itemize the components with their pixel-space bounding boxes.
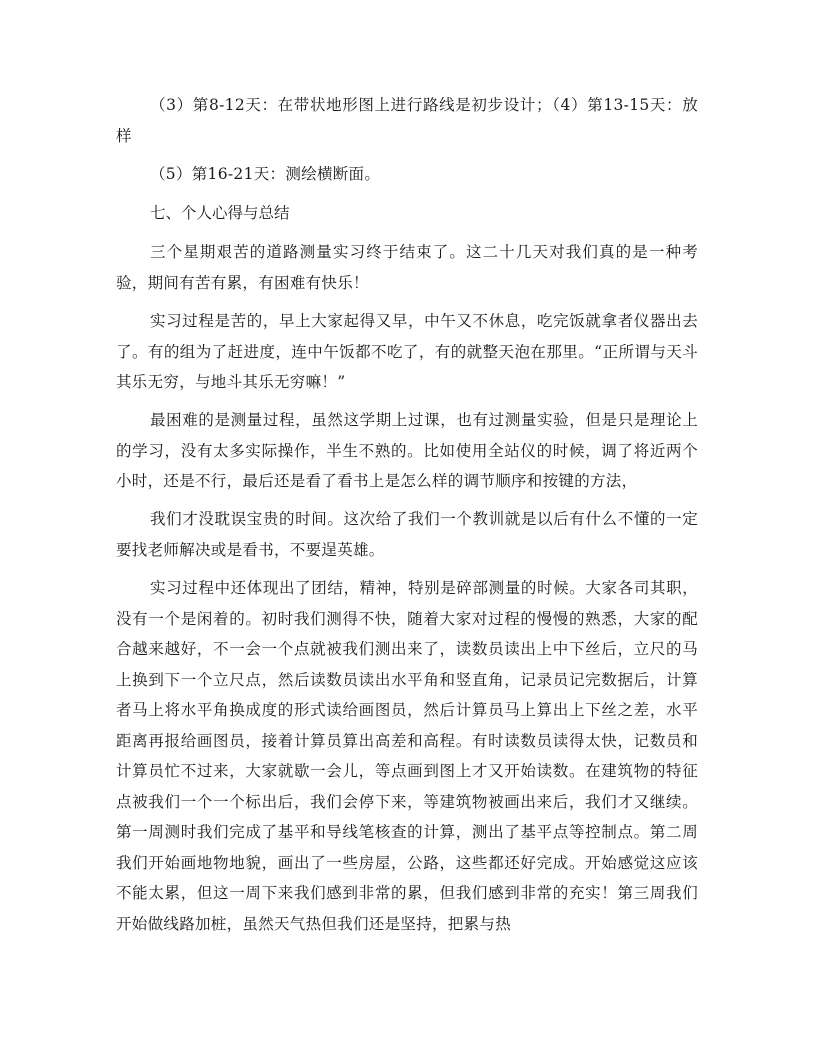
- paragraph-lesson: 我们才没耽误宝贵的时间。这次给了我们一个教训就是以后有什么不懂的一定要找老师解决或是看书，不要逞英雄。: [116, 510, 698, 559]
- paragraph-hardship: 实习过程是苦的，早上大家起得又早，中午又不休息，吃完饭就拿者仪器出去了。有的组为了赶进度，连中午饭都不吃了，有的就整天泡在那里。“正所谓与天斗其乐无穷，与地斗其乐无穷嘛！”: [116, 312, 698, 391]
- paragraph-teamwork: 实习过程中还体现出了团结，精神，特别是碎部测量的时候。大家各司其职，没有一个是闲着的。初时我们测得不快，随着大家对过程的慢慢的熟悉，大家的配合越来越好，不一会一个点就被我们测出来了，读数员读出上中下丝后，立尺的马上换到下一个立尺点，然后读数员读出水平角和竖直角，记录员记完数据后，计算者马上将水平角换成度的形式读给画图员，然后计算员马上算出上下丝之差，水平距离再报给画图员，接着计算员算出高差和高程。有时读数员读得太快，记数员和计算员忙不过来，大家就歇一会儿，等点画到图上才又开始读数。在建筑物的特征点被我们一个一个标出后，我们会停下来，等建筑物被画出来后，我们才又继续。第一周测时我们完成了基平和导线笔核查的计算，测出了基平点等控制点。第二周我们开始画地物地貌，画出了一些房屋，公路，这些都还好完成。开始感觉这应该不能太累，但这一周下来我们感到非常的累，但我们感到非常的充实！第三周我们开始做线路加桩，虽然天气热但我们还是坚持，把累与热: [116, 579, 698, 933]
- section-heading-summary: 七、个人心得与总结: [150, 204, 290, 222]
- paragraph-difficulty: 最困难的是测量过程，虽然这学期上过课，也有过测量实验，但是只是理论上的学习，没有太多实际操作，半生不熟的。比如使用全站仪的时候，调了将近两个小时，还是不行，最后还是看了看书上是怎么样的调节顺序和按键的方法，: [116, 411, 698, 490]
- paragraph-intro: 三个星期艰苦的道路测量实习终于结束了。这二十几天对我们真的是一种考验，期间有苦有累，有困难有快乐！: [116, 243, 698, 292]
- paragraph-schedule-3-4: （3）第8-12天：在带状地形图上进行路线是初步设计；（4）第13-15天：放样: [116, 96, 698, 145]
- paragraph-schedule-5: （5）第16-21天：测绘横断面。: [150, 165, 381, 183]
